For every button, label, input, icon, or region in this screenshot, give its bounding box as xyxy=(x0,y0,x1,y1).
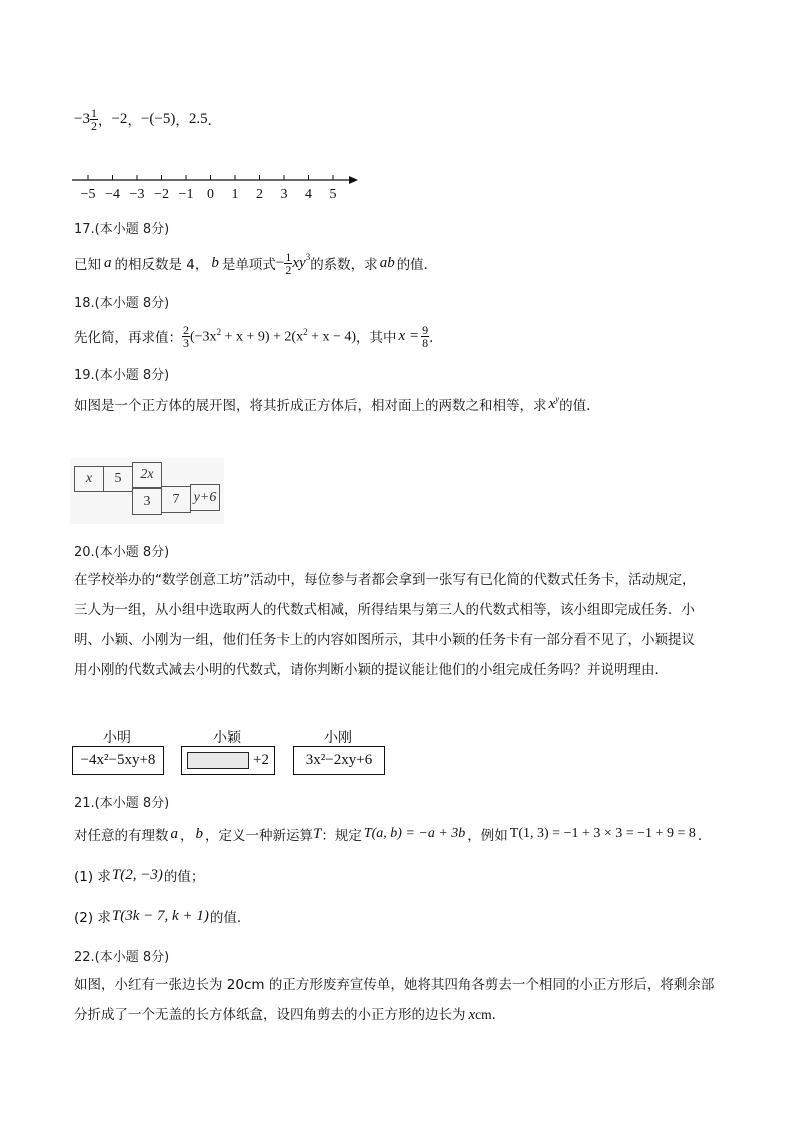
number-line-label: −5 xyxy=(80,187,96,202)
q21-header: 21.(本小题 8分) xyxy=(74,796,170,811)
q17-text: 已知 a 的相反数是 4， b 是单项式 − $\frac{1}{2}$ xy $^3$ 的系数，求 ab 的值． xyxy=(74,249,438,277)
card-xiaoming: −4x²−5xy+8 xyxy=(72,746,164,775)
number-mixed-fraction: $\frac{1}{2}$ xyxy=(90,105,97,133)
q22-header: 22.(本小题 8分) xyxy=(74,950,170,965)
card-xiaoying: +2 xyxy=(181,746,275,775)
coefficient-fraction: $\frac{1}{2}$ xyxy=(285,249,292,277)
q18-text: 先化简，再求值： $\frac{2}{3}$ $(-3x^2 + x + 9) + 2(x^2 + x - 4)$ ，其中 x = $\frac{9}{8}$ ． xyxy=(74,322,443,350)
number-line-label: 3 xyxy=(280,187,288,202)
cube-face: y+6 xyxy=(190,484,220,511)
q18-x-value-fraction: $\frac{9}{8}$ xyxy=(422,322,429,350)
number-neg-two: −2 xyxy=(111,110,128,127)
q22-paragraph: 如图，小红有一张边长为 20cm 的正方形废弃宣传单，她将其四角各剪去一个相同的小正方形后，将剩余部 分折成了一个无盖的长方体纸盒，设四角剪去的小正方形的边长为 xcm． xyxy=(74,977,715,1023)
cube-net-figure xyxy=(70,458,224,524)
q21-part2: (2) 求 T(3k − 7, k + 1) 的值． xyxy=(74,907,251,926)
q20-paragraph: 在学校举办的“数学创意工坊”活动中，每位参与者都会拿到一张写有已化简的代数式任务卡，活动规定， 三人为一组，从小组中选取两人的代数式相减，所得结果与第三人的代数式相等，该小组即完成任务．小 明、小颖、小刚为一组，他们任务卡上的内容如图所示，其中小颖的任务卡有一部分看不见了，小颖提议 用小刚的代数式减去小明的代数式，请你判断小颖的提议能让他们的小组完成任务吗？并说明理由． xyxy=(74,572,696,678)
q17-header: 17.(本小题 8分) xyxy=(74,222,170,237)
q18-coef-fraction: $\frac{2}{3}$ xyxy=(183,322,189,350)
card-label-xiaoying: 小颖 xyxy=(213,730,241,746)
number-line-label: −2 xyxy=(154,187,169,202)
card-label-xiaoming: 小明 xyxy=(103,730,131,746)
number-line-label: 2 xyxy=(256,187,263,202)
q16-number-list: −3 $\frac{1}{2}$ ， −2 ， −(−5) ， 2.5 ． xyxy=(74,105,222,133)
card-label-xiaogang: 小刚 xyxy=(324,730,352,746)
q18-header: 18.(本小题 8分) xyxy=(74,296,170,311)
number-line-label: −1 xyxy=(178,187,194,202)
arrow-right-icon xyxy=(349,176,358,184)
number-line-label: 0 xyxy=(207,187,214,202)
number-line-label: 1 xyxy=(231,187,239,202)
card-xiaogang: 3x²−2xy+6 xyxy=(293,746,385,775)
number-line-label: −4 xyxy=(105,187,120,202)
cube-face: 5 xyxy=(103,466,133,492)
q21-definition: 对任意的有理数 a ， b ，定义一种新运算 T ：规定 T(a, b) = −a + 3b ，例如 T(1, 3) = −1 + 3 × 3 = −1 + 9 = 8 ． xyxy=(74,825,712,844)
q20-header: 20.(本小题 8分) xyxy=(74,545,170,560)
number-line-label: −3 xyxy=(129,187,145,202)
q19-header: 19.(本小题 8分) xyxy=(74,368,170,383)
number-neg-neg-five: −(−5) xyxy=(140,110,176,127)
number-line-label: 4 xyxy=(305,187,312,202)
cube-face: x xyxy=(74,466,104,492)
number-two-point-five: 2.5 xyxy=(188,110,208,127)
cube-face: 2x xyxy=(132,462,162,488)
number-line xyxy=(70,168,366,204)
cube-face: 7 xyxy=(161,486,191,513)
cube-face: 3 xyxy=(132,488,162,515)
number-line-label: 5 xyxy=(329,187,337,202)
q21-part1: (1) 求 T(2, −3) 的值； xyxy=(74,866,205,885)
q19-text: 如图是一个正方体的展开图，将其折成正方体后，相对面上的两数之和相等，求 x $^y$ 的值． xyxy=(74,394,600,414)
hidden-part-box xyxy=(187,752,249,769)
number-mixed-int: −3 xyxy=(74,110,90,127)
